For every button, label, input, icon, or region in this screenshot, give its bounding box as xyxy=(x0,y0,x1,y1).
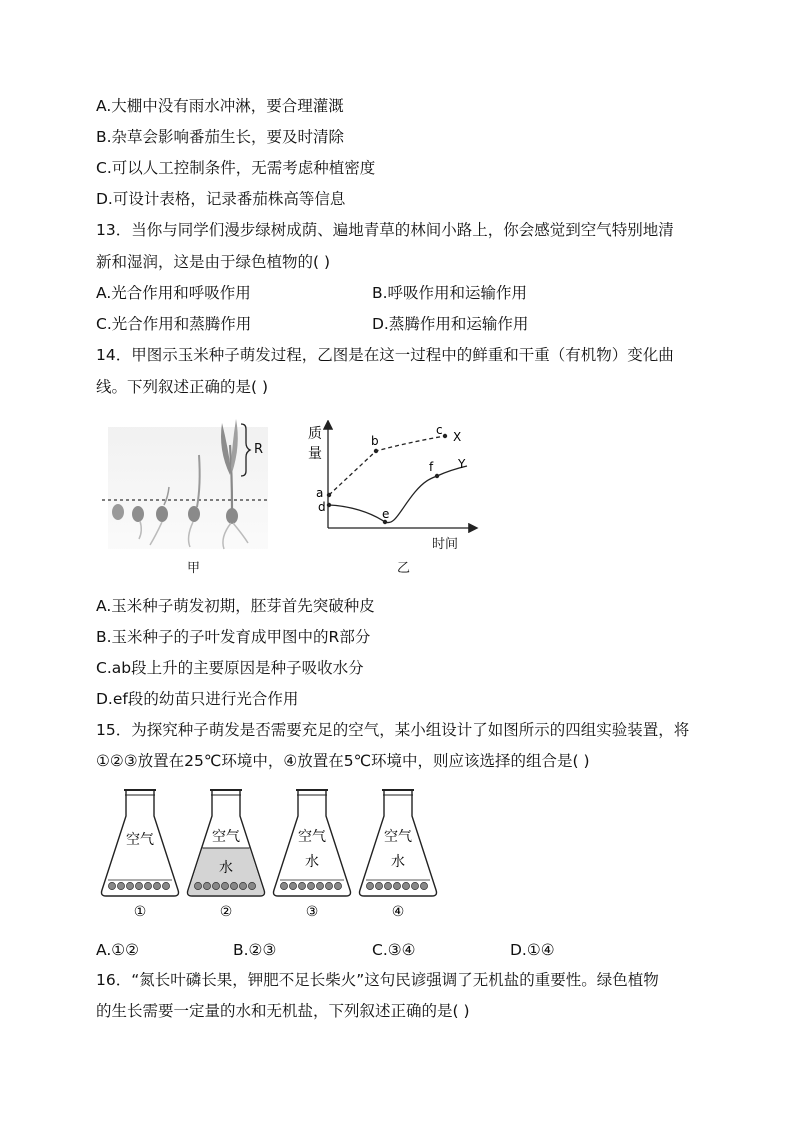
flask-4 xyxy=(360,790,437,920)
flask-4-number: ④ xyxy=(391,904,405,920)
flask-3-water-label: 水 xyxy=(305,854,319,870)
curve-x xyxy=(329,436,445,495)
q14-stem-line2: 线。下列叙述正确的是( ) xyxy=(96,378,269,396)
y-label-2: 量 xyxy=(308,446,322,462)
label-a: a xyxy=(316,486,324,500)
q13-stem-line2: 新和湿润，这是由于绿色植物的( ) xyxy=(96,253,331,271)
flask-3-air-label: 空气 xyxy=(298,829,326,845)
q15-option-b: B.②③ xyxy=(233,941,277,959)
flask-2-number: ② xyxy=(219,904,233,920)
q15-option-a: A.①② xyxy=(96,941,140,959)
q13-option-d: D.蒸腾作用和运输作用 xyxy=(372,315,529,333)
q16-stem-line1: 16．“氮长叶磷长果，钾肥不足长柴火”这句民谚强调了无机盐的重要性。绿色植物 xyxy=(96,971,659,989)
seed-5 xyxy=(226,508,238,524)
q14-stem-line1: 14．甲图示玉米种子萌发过程，乙图是在这一过程中的鲜重和干重（有机物）变化曲 xyxy=(96,346,674,364)
label-b: b xyxy=(371,434,379,448)
q14-option-b: B.玉米种子的子叶发育成甲图中的R部分 xyxy=(96,628,371,646)
q12-option-d: D.可设计表格，记录番茄株高等信息 xyxy=(96,190,346,208)
label-c: c xyxy=(436,423,443,437)
flask-2 xyxy=(188,790,265,920)
flask-1-number: ① xyxy=(133,904,147,920)
soil-background xyxy=(108,427,268,549)
y-label-1: 质 xyxy=(308,426,322,442)
label-x: X xyxy=(453,430,462,444)
point-a xyxy=(327,493,331,497)
point-b xyxy=(374,449,378,453)
figure-flasks xyxy=(98,786,443,926)
flask-4-water-label: 水 xyxy=(391,854,405,870)
seed-4 xyxy=(188,506,200,522)
flask-1-air-label: 空气 xyxy=(126,832,154,848)
figure-jia-label-r: R xyxy=(254,442,264,457)
q12-option-a: A.大棚中没有雨水冲淋，要合理灌溉 xyxy=(96,97,344,115)
q12-option-c: C.可以人工控制条件，无需考虑种植密度 xyxy=(96,159,376,177)
seed-1 xyxy=(112,504,124,520)
flask-3 xyxy=(274,790,351,920)
q13-option-a: A.光合作用和呼吸作用 xyxy=(96,284,251,302)
flask-3-number: ③ xyxy=(305,904,319,920)
q15-option-c: C.③④ xyxy=(372,941,416,959)
q14-option-a: A.玉米种子萌发初期，胚芽首先突破种皮 xyxy=(96,597,375,615)
q14-option-d: D.ef段的幼苗只进行光合作用 xyxy=(96,690,299,708)
q13-option-c: C.光合作用和蒸腾作用 xyxy=(96,315,252,333)
point-c xyxy=(443,434,447,438)
label-f: f xyxy=(429,460,434,474)
figure-yi-chart xyxy=(300,420,485,550)
flask-2-air-label: 空气 xyxy=(212,829,240,845)
seed-2 xyxy=(132,506,144,522)
figure-jia-caption: 甲 xyxy=(187,561,201,576)
flask-1 xyxy=(102,790,179,920)
label-d: d xyxy=(318,500,326,514)
q15-option-d: D.①④ xyxy=(510,941,555,959)
flask-2-water-label: 水 xyxy=(219,860,233,876)
flask-4-air-label: 空气 xyxy=(384,829,412,845)
q16-stem-line2: 的生长需要一定量的水和无机盐，下列叙述正确的是( ) xyxy=(96,1002,470,1020)
seed-3 xyxy=(156,506,168,522)
q13-option-b: B.呼吸作用和运输作用 xyxy=(372,284,528,302)
figure-yi-caption: 乙 xyxy=(397,561,411,576)
label-y: Y xyxy=(458,457,466,471)
curve-y xyxy=(329,466,467,523)
point-f xyxy=(435,474,439,478)
figure-yi-x-label: 时间 xyxy=(432,537,459,552)
q12-option-b: B.杂草会影响番茄生长，要及时清除 xyxy=(96,128,345,146)
figure-jia-germination xyxy=(98,415,278,555)
label-e: e xyxy=(382,507,390,521)
q13-stem-line1: 13．当你与同学们漫步绿树成荫、遍地青草的林间小路上，你会感觉到空气特别地清 xyxy=(96,221,674,239)
q14-option-c: C.ab段上升的主要原因是种子吸收水分 xyxy=(96,659,364,677)
q15-stem-line1: 15．为探究种子萌发是否需要充足的空气，某小组设计了如图所示的四组实验装置，将 xyxy=(96,721,690,739)
q15-stem-line2: ①②③放置在25℃环境中，④放置在5℃环境中，则应该选择的组合是( ) xyxy=(96,752,590,770)
point-d xyxy=(327,503,331,507)
